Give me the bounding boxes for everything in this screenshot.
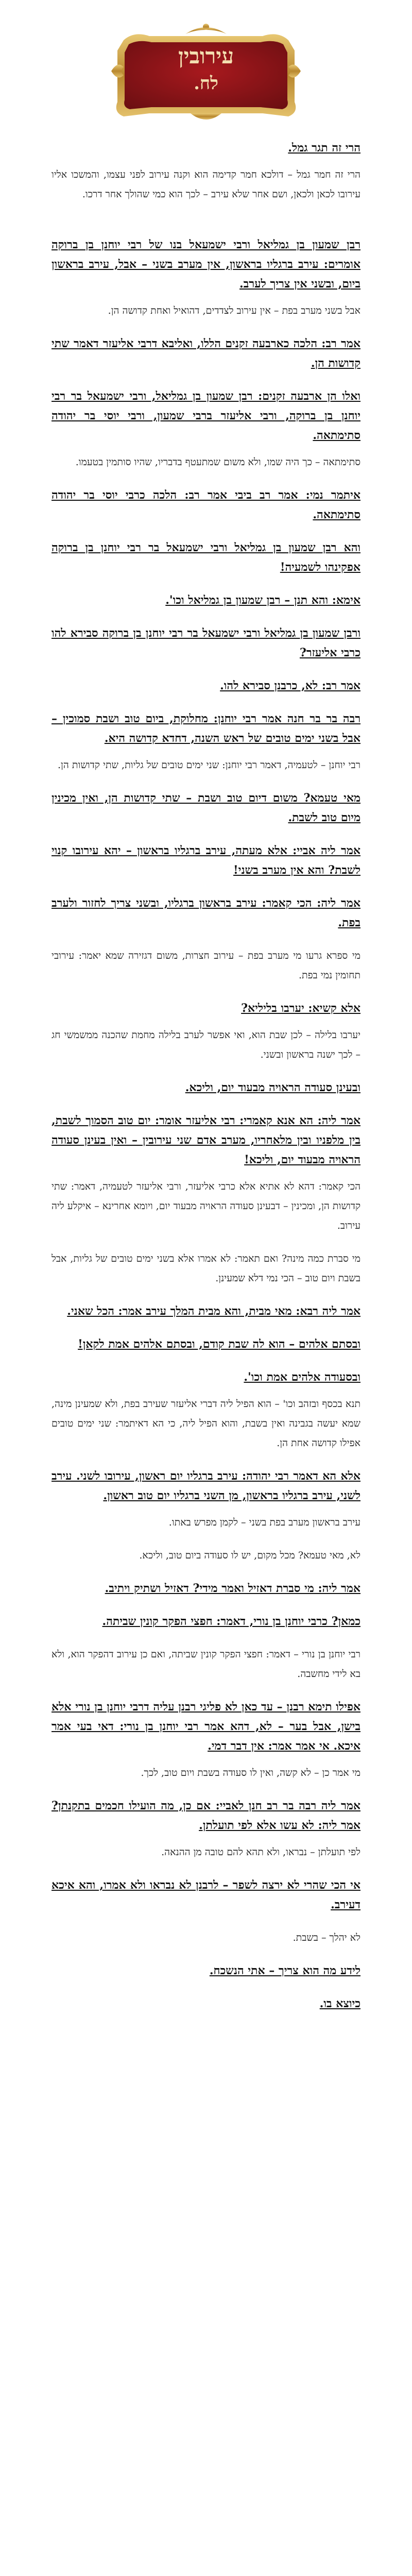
- gemara-text: אפילו תימא רבנן – עד כאן לא פליגי רבנן עליה דרבי יוחנן בן נורי אלא בישן, אבל בער – לא, דהא אמר רבי יוחנן בן נורי: דאי בעי אמר איכא. אי אמר אמר: אין דבר דמי.: [52, 1700, 360, 1753]
- passage: [52, 1367, 360, 1387]
- gemara-text: ובעינן סעודה הראויה מבעוד יום, וליכא.: [185, 1081, 360, 1094]
- gemara-text: איתמר נמי: אמר רב ביבי אמר רב: הלכה כרבי יוסי בר יהודה סתימתאה.: [52, 488, 360, 521]
- commentary: הרי זה חמר גמל – דולכא חמר קדימה הוא וקנה עירוב לפני עצמו, והמשכו אליו עירובו לכאן ולכאן, ושם אחר שלא עירב – לכך הוא כמי שהולך אחר דרכו.: [52, 169, 360, 200]
- passage: [52, 623, 360, 663]
- gemara-text: אמר ליה רבא: מאי מבית, והא מבית המלך עירב אמר: הכל שאני.: [67, 1304, 360, 1318]
- gemara-text: אמר ליה אביי: אלא מעתה, עירב ברגליו בראשון – יהא עירובו קנוי לשבת? והא אין מערב בשני!: [52, 844, 360, 877]
- passage: [52, 1334, 360, 1354]
- gemara-text: אלא הא דאמר רבי יהודה: עירב ברגליו יום ראשון, עירובו לשני. עירב לשני, עירב ברגליו בראשון, מן השני ברגליו יום טוב ראשון.: [52, 1469, 360, 1502]
- passage: [52, 485, 360, 524]
- gemara-text: אי הכי שהרי לא ירצה לשפר – לרבנן לא נבראו ולא אמרו, והא איכא דעירב.: [52, 1878, 360, 1911]
- passage: [52, 788, 360, 827]
- text-column: [52, 138, 360, 2576]
- gemara-text: והא רבן שמעון בן גמליאל ורבי ישמעאל בר רבי יוחנן בן ברוקה אפקינהו לשמעיה!: [52, 541, 360, 574]
- commentary: מי ספרא גרעו מי מערב בפת – עירוב חצרות, משום דגזירה שמא יאמר: עירובי תחומין נמי בפת.: [52, 950, 360, 981]
- gemara-text: אמר ליה רבה בר רב חנן לאביי: אם כן, מה הועילו חכמים בתקנתן? אמר ליה: לא עשו אלא לפי תועלתן.: [52, 1799, 360, 1832]
- commentary: לא יהלך – בשבת.: [293, 1932, 360, 1943]
- passage: [52, 1875, 360, 1914]
- commentary: סתימתאה – כך היה שמו, ולא משום שמתעטף בדבריו, שהיו סותמין בטעמו.: [75, 456, 360, 468]
- passage: [52, 1301, 360, 1321]
- passage: [52, 709, 360, 748]
- commentary: לפי תועלתן – נבראו, ולא תהא להם טובה מן ההנאה.: [161, 1846, 360, 1858]
- passage: [52, 334, 360, 373]
- passage: [52, 1612, 360, 1631]
- passage: [52, 386, 360, 445]
- gemara-text: אלא קשיא: יערבו בליליא?: [241, 1002, 360, 1015]
- gemara-text: רבן שמעון בן גמליאל ורבי ישמעאל בנו של רבי יוחנן בן ברוקה אומרים: עירב ברגליו בראשון, אין מערב בשני – אבל, עירב בראשון ביום, ובשני אין צריך לערב.: [52, 238, 360, 291]
- passage: [52, 841, 360, 880]
- passage: [52, 1579, 360, 1598]
- passage: [52, 1466, 360, 1505]
- gemara-text: מאי טעמא? משום דיום טוב ושבת – שתי קדושות הן, ואין מכינין מיום טוב לשבת.: [52, 791, 360, 824]
- passage: [52, 1078, 360, 1097]
- passage: [52, 893, 360, 933]
- commentary: תנא בכסף ובזהב וכו' – הוא הפיל ליה דברי אליעזר שעירב בפת, ולא שמעינן מינה, שמא יעשה בגבינה ואין בשבת, והוא הפיל ליה, כי הא דאיתמר: שני ימים טובים אפילו קדושה אחת הן.: [52, 1398, 360, 1449]
- gemara-text: אמר רב: לא, כרבנן סבירא להו.: [220, 679, 360, 692]
- title-banner: [108, 20, 304, 128]
- commentary: רבי יוחנן בן נורי – דאמר: חפצי הפקר קונין שביתה, ואם כן עירוב דהפקר הוא, ולא בא לידי מחשבה.: [52, 1649, 360, 1680]
- gemara-text: לידע מה הוא צריך – אתי הנשכח.: [209, 1964, 360, 1977]
- gemara-text: ובסתם אלהים – הוא לה שבת קודם, ובסתם אלהים אמת לקאן!: [78, 1337, 360, 1351]
- passage: [52, 1111, 360, 1170]
- commentary: מי אמר כן – לא קשה, ואין לו סעודה בשבת ויום טוב, לכך.: [141, 1767, 360, 1778]
- gemara-text: אימא: והא תנן – רבן שמעון בן גמליאל וכו'.: [165, 594, 360, 607]
- commentary: אבל בשני מערב בפת – אין עירוב לצדדים, דהואיל ואחת קדושה הן.: [108, 305, 360, 316]
- gemara-text: כמאן? כרבי יוחנן בן נורי, דאמר: חפצי הפקר קונין שביתה.: [102, 1615, 360, 1628]
- gemara-text: כיוצא בו.: [319, 1997, 360, 2010]
- passage: [52, 138, 360, 158]
- gemara-text: ורבן שמעון בן גמליאל ורבי ישמעאל בר רבי יוחנן בן ברוקה סבירא להו כרבי אליעזר?: [52, 626, 360, 659]
- gemara-text: רבה בר בר חנה אמר רבי יוחנן: מחלוקת, ביום טוב ושבת סמוכין – אבל בשני ימים טובים של ראש השנה, דחדא קדושה היא.: [52, 712, 360, 745]
- commentary: יערבו בלילה – לכן שבת הוא, ואי אפשר לערב בלילה מחמת שהכנה ממשמשי חג – לכך ישנה בראשון ובשני.: [52, 1029, 360, 1060]
- passage: [52, 235, 360, 294]
- gemara-text: הרי זה תגר גמל.: [288, 141, 360, 155]
- commentary: רבי יוחנן – לטעמיה, דאמר רבי יוחנן: שני ימים טובים של גליות, שתי קדושות הן.: [58, 759, 360, 771]
- gemara-text: אמר ליה: מי סברת דאזיל ואמר מידי? דאזיל ושתיק ויתיב.: [105, 1582, 360, 1595]
- gemara-text: אמר ליה: הכי קאמר: עירב בראשון ברגליו, ובשני צריך לחזור ולערב בפת.: [52, 896, 360, 929]
- gemara-text: ובסעודה אלהים אמת וכו'.: [244, 1370, 360, 1384]
- commentary: הכי קאמר: דהא לא אתיא אלא כרבי אליעזר, ורבי אליעזר לטעמיה, דאמר: שתי קדושות הן, ומכינין – דבעינן סעודה הראויה מבעוד יום, ויומא אחרינא – איקלע ליה עירוב.: [52, 1181, 360, 1231]
- passage: [52, 998, 360, 1018]
- page-number: לח.: [194, 73, 218, 94]
- commentary: מי סברת כמה מינה? ואם תאמר: לא אמרו אלא בשני ימים טובים של גליות, אבל בשבת ויום טוב – הכי נמי דלא שמעינן.: [52, 1253, 360, 1284]
- passage: [52, 538, 360, 577]
- commentary: עירב בראשון מערב בפת בשני – לקמן מפרש באתו.: [168, 1517, 360, 1528]
- passage: [52, 676, 360, 696]
- commentary: לא, מאי טעמא? מכל מקום, יש לו סעודה ביום טוב, וליכא.: [139, 1550, 360, 1561]
- passage: [52, 1994, 360, 2013]
- gemara-text: אמר רב: הלכה כארבעה זקנים הללו, ואליבא דרבי אליעזר דאמר שתי קדושות הן.: [52, 337, 360, 370]
- passage: [52, 590, 360, 610]
- passage: [52, 1796, 360, 1835]
- passage: [52, 1697, 360, 1756]
- passage: [52, 1961, 360, 1980]
- tractate-title: עירובין: [178, 43, 234, 69]
- gemara-text: ואלו הן ארבעה זקנים: רבן שמעון בן גמליאל, ורבי ישמעאל בר רבי יוחנן בן ברוקה, ורבי אליעזר ברבי שמעון, ורבי יוסי בר יהודה סתימתאה.: [52, 389, 360, 442]
- gemara-text: אמר ליה: הא אנא קאמרי: רבי אליעזר אומר: יום טוב הסמוך לשבת, בין מלפניו ובין מלאחריו, מערב אדם שני עירובין – ואין בעינן סעודה הראויה מבעוד יום, וליכא!: [52, 1114, 360, 1166]
